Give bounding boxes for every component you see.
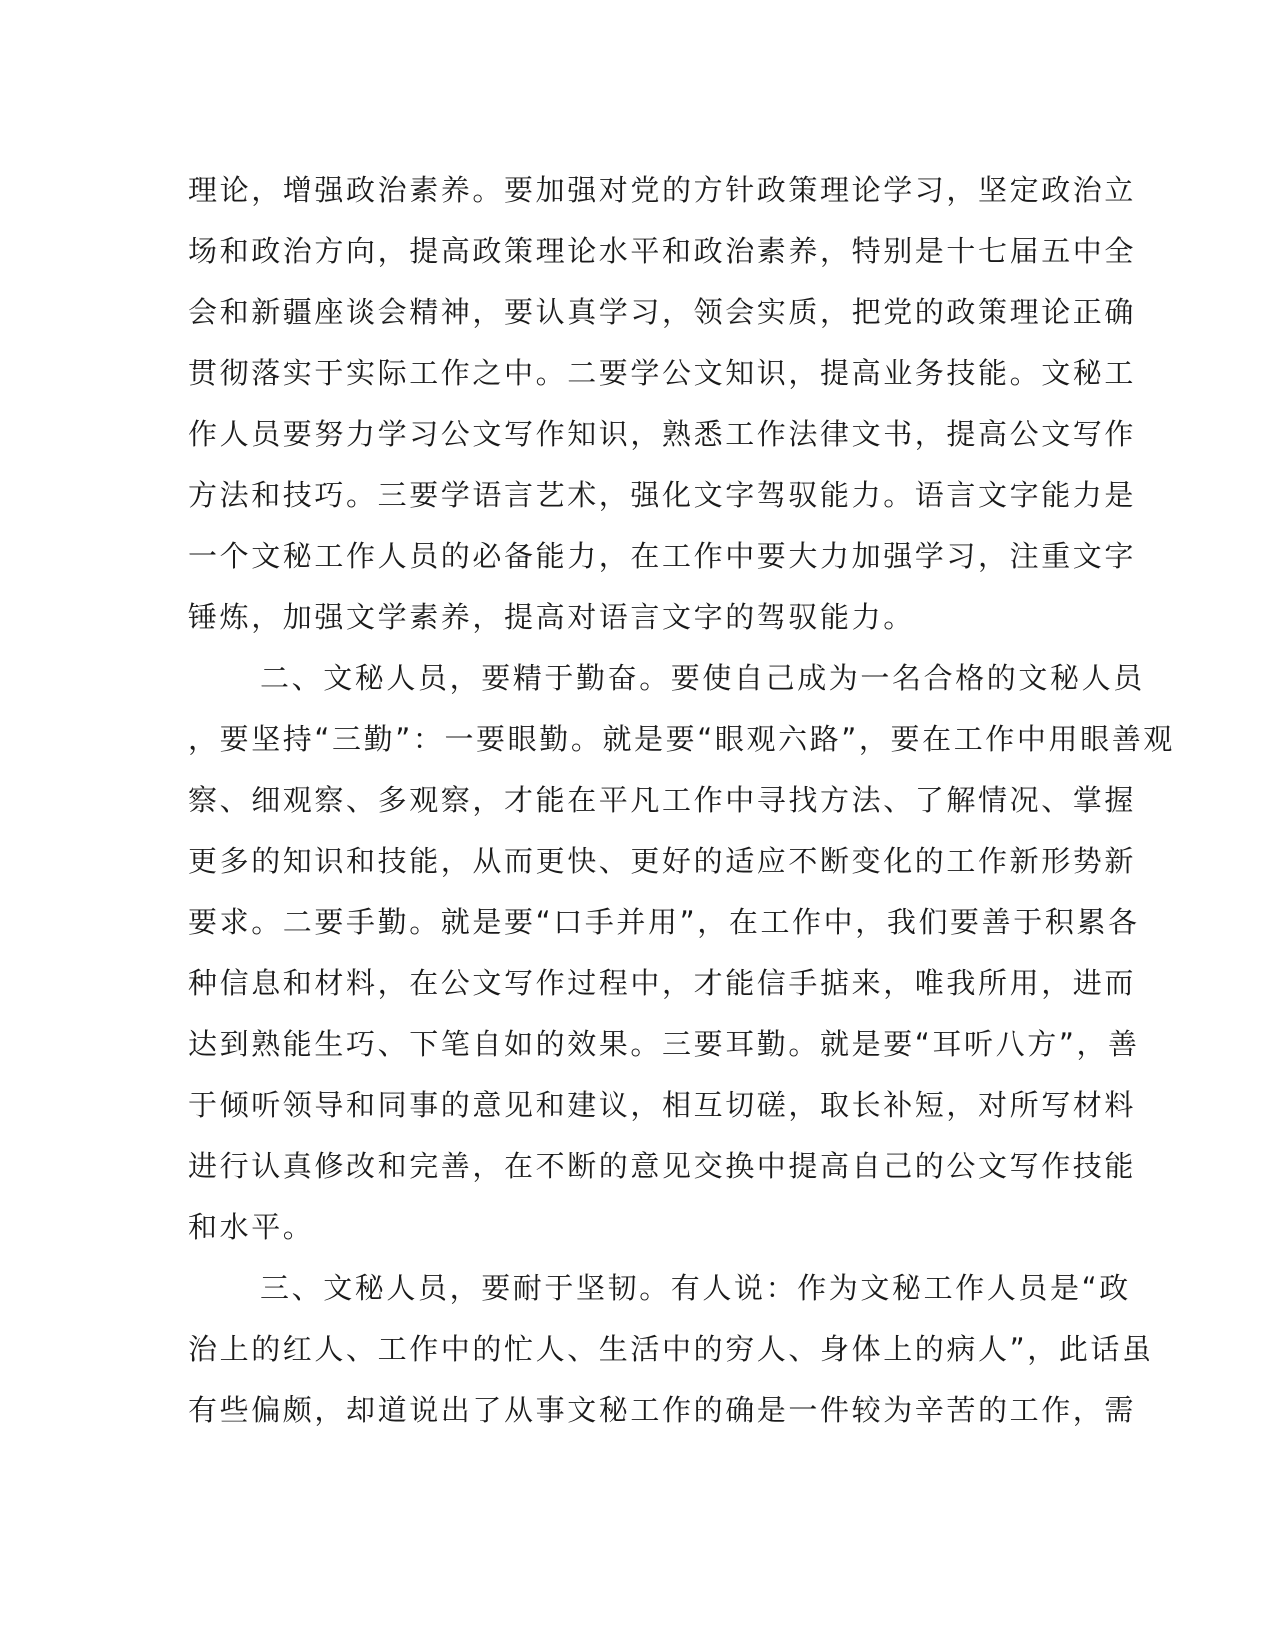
text-line: ，要坚持“三勤”：一要眼勤。就是要“眼观六路”，要在工作中用眼善观 xyxy=(188,722,1175,756)
text-line: 作人员要努力学习公文写作知识，熟悉工作法律文书，提高公文写作 xyxy=(188,417,1137,451)
paragraph-start-line: 三、文秘人员，要耐于坚韧。有人说：作为文秘工作人员是“政 xyxy=(260,1271,1131,1305)
paragraph-start-line: 二、文秘人员，要精于勤奋。要使自己成为一名合格的文秘人员 xyxy=(260,661,1145,695)
body-text xyxy=(188,160,1175,1441)
text-line: 一个文秘工作人员的必备能力，在工作中要大力加强学习，注重文字 xyxy=(188,539,1137,573)
text-line: 更多的知识和技能，从而更快、更好的适应不断变化的工作新形势新 xyxy=(188,844,1137,878)
text-line: 进行认真修改和完善，在不断的意见交换中提高自己的公文写作技能 xyxy=(188,1149,1137,1183)
text-line: 锤炼，加强文学素养，提高对语言文字的驾驭能力。 xyxy=(188,600,915,634)
text-line: 于倾听领导和同事的意见和建议，相互切磋，取长补短，对所写材料 xyxy=(188,1088,1137,1122)
text-line: 场和政治方向，提高政策理论水平和政治素养，特别是十七届五中全 xyxy=(188,234,1137,268)
text-line: 察、细观察、多观察，才能在平凡工作中寻找方法、了解情况、掌握 xyxy=(188,783,1137,817)
text-line: 和水平。 xyxy=(188,1210,315,1244)
text-line: 治上的红人、工作中的忙人、生活中的穷人、身体上的病人”，此话虽 xyxy=(188,1332,1154,1366)
text-line: 贯彻落实于实际工作之中。二要学公文知识，提高业务技能。文秘工 xyxy=(188,356,1137,390)
text-line: 方法和技巧。三要学语言艺术，强化文字驾驭能力。语言文字能力是 xyxy=(188,478,1137,512)
text-line: 有些偏颇，却道说出了从事文秘工作的确是一件较为辛苦的工作，需 xyxy=(188,1393,1137,1427)
text-line: 理论，增强政治素养。要加强对党的方针政策理论学习，坚定政治立 xyxy=(188,173,1137,207)
text-line: 达到熟能生巧、下笔自如的效果。三要耳勤。就是要“耳听八方”，善 xyxy=(188,1027,1140,1061)
text-line: 种信息和材料，在公文写作过程中，才能信手掂来，唯我所用，进而 xyxy=(188,966,1137,1000)
text-line: 要求。二要手勤。就是要“口手并用”，在工作中，我们要善于积累各 xyxy=(188,905,1140,939)
text-line: 会和新疆座谈会精神，要认真学习，领会实质，把党的政策理论正确 xyxy=(188,295,1137,329)
